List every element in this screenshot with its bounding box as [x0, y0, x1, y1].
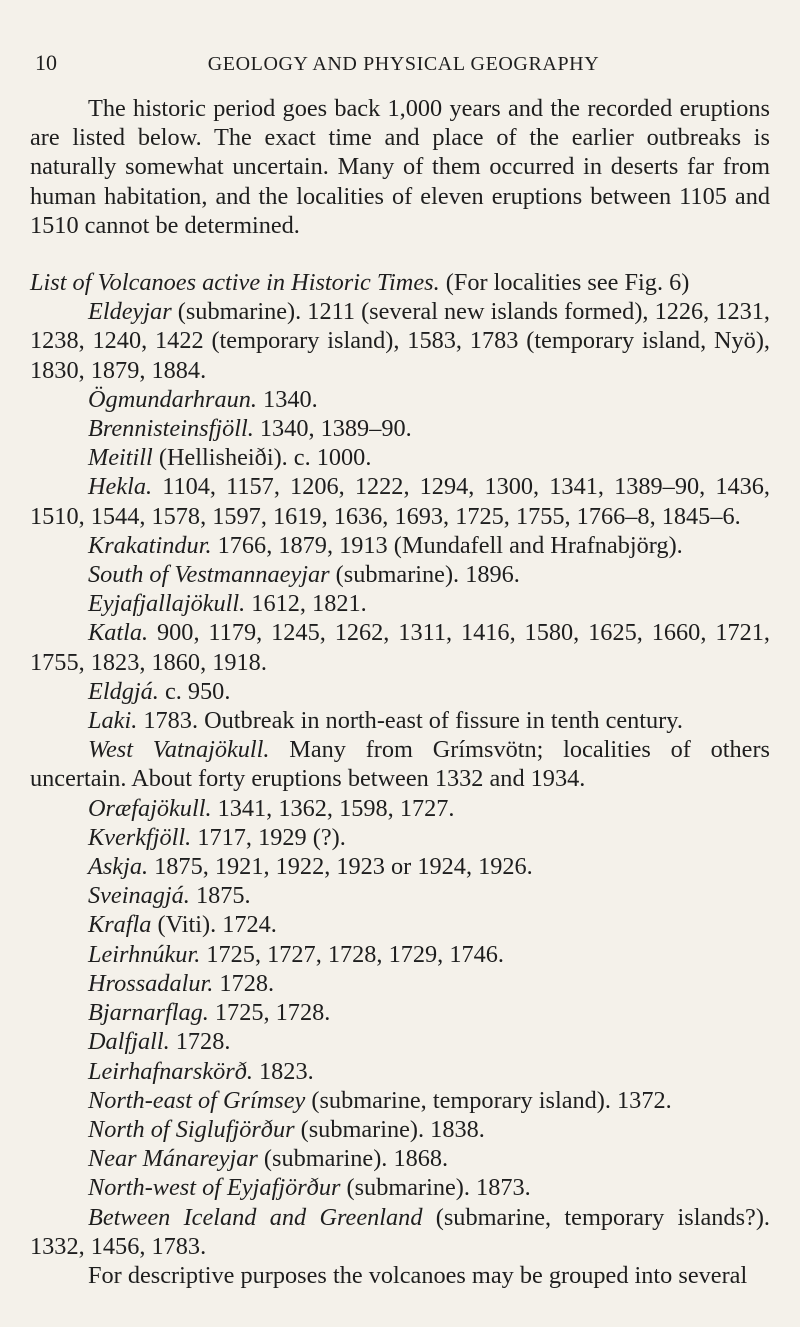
volcano-entry — [30, 881, 770, 910]
section-gap — [30, 240, 770, 268]
volcano-name: Eyjafjallajökull. — [88, 590, 246, 618]
volcano-entry — [30, 998, 770, 1027]
page-number: 10 — [35, 50, 57, 75]
volcano-name: South of Vestmannaeyjar — [88, 561, 330, 589]
volcano-entry — [30, 1115, 770, 1144]
volcano-name: Leirhafnarskörð. — [88, 1057, 253, 1085]
volcano-name: Hekla. — [88, 473, 153, 501]
volcano-eruptions: c. 950. — [158, 677, 231, 705]
volcano-eruptions: (submarine). 1211 (several new islands formed), 1226, 1231, 1238, 1240, 1422 (temporary island), 1583, 1783 (temporary island, Nyö), 1830, 1879, 1884. — [30, 298, 770, 384]
volcano-eruptions: (submarine, temporary islands?). 1332, 1456, 1783. — [30, 1203, 770, 1260]
volcano-eruptions: (Viti). 1724. — [151, 911, 277, 939]
volcano-name: Ögmundarhraun. — [88, 385, 257, 413]
page-header — [30, 50, 770, 76]
volcano-name: Sveinagjá. — [88, 882, 190, 910]
volcano-eruptions: 1104, 1157, 1206, 1222, 1294, 1300, 1341, 1389–90, 1436, 1510, 1544, 1578, 1597, 1619, 1636, 1693, 1725, 1755, 1766–8, 1845–6. — [30, 473, 770, 530]
volcano-eruptions: 1340. — [256, 385, 318, 413]
list-heading-note: (For localities see Fig. 6) — [439, 269, 690, 297]
volcano-eruptions: (Hellisheiði). c. 1000. — [152, 444, 372, 472]
volcano-eruptions: 1766, 1879, 1913 (Mundafell and Hrafnabjörg). — [211, 531, 683, 559]
list-heading-title: List of Volcanoes active in Historic Times. — [30, 269, 440, 297]
volcano-eruptions: (submarine). 1873. — [340, 1174, 531, 1202]
volcano-eruptions: (submarine). 1868. — [257, 1145, 449, 1173]
list-heading — [30, 268, 770, 297]
volcano-entry — [30, 677, 770, 706]
volcano-eruptions: (submarine). 1896. — [329, 561, 520, 589]
volcano-eruptions: (submarine). 1838. — [294, 1115, 485, 1143]
volcano-entry — [30, 472, 770, 530]
volcano-name: North-west of Eyjafjörður — [88, 1174, 341, 1202]
intro-paragraph: The historic period goes back 1,000 years and the recorded eruptions are listed below. The exact time and place of the earlier outbreaks is naturally somewhat uncertain. Many of them occurred in deserts far from human habitation, and the localities of eleven eruptions between 1105 and 1510 cannot be determined. — [30, 95, 770, 239]
volcano-entry — [30, 297, 770, 385]
volcano-entry — [30, 794, 770, 823]
volcano-name: North of Siglufjörður — [88, 1115, 295, 1143]
volcano-eruptions: 1875, 1921, 1922, 1923 or 1924, 1926. — [148, 853, 533, 881]
volcano-name: Krafla — [88, 911, 152, 939]
volcano-entry — [30, 852, 770, 881]
volcano-eruptions: 1823. — [252, 1057, 314, 1085]
volcano-name: Askja. — [88, 853, 149, 881]
volcano-name: Katla. — [88, 619, 149, 647]
volcano-entry — [30, 1057, 770, 1086]
volcano-name: Between Iceland and Greenland — [88, 1203, 423, 1231]
volcano-name: Hrossadalur. — [88, 969, 214, 997]
volcano-entry — [30, 1027, 770, 1056]
volcano-eruptions: 1728. — [169, 1028, 231, 1056]
volcano-name: North-east of Grímsey — [88, 1086, 306, 1114]
volcano-eruptions: 1612, 1821. — [245, 590, 367, 618]
volcano-eruptions: 1340, 1389–90. — [253, 415, 412, 443]
volcano-entry — [30, 823, 770, 852]
volcano-entry — [30, 385, 770, 414]
volcano-entry — [30, 589, 770, 618]
volcano-eruptions: Many from Grímsvötn; localities of others uncertain. About forty eruptions between 1332 and 1934. — [30, 736, 771, 793]
volcano-name: West Vatnajökull. — [88, 736, 270, 764]
closing-paragraph: For descriptive purposes the volcanoes may be grouped into several — [88, 1261, 748, 1289]
volcano-eruptions: 1783. Outbreak in north-east of fissure in tenth century. — [137, 707, 683, 735]
volcano-entry — [30, 531, 770, 560]
volcano-eruptions: 1875. — [189, 882, 251, 910]
volcano-entry — [30, 735, 770, 793]
volcano-eruptions: 1341, 1362, 1598, 1727. — [211, 794, 455, 822]
volcano-eruptions: 900, 1179, 1245, 1262, 1311, 1416, 1580, 1625, 1660, 1721, 1755, 1823, 1860, 1918. — [30, 619, 770, 676]
volcano-entry — [30, 706, 770, 735]
volcano-entry — [30, 940, 770, 969]
volcano-eruptions: (submarine, temporary island). 1372. — [305, 1086, 672, 1114]
volcano-eruptions: 1717, 1929 (?). — [191, 823, 346, 851]
volcano-name: Dalfjall. — [88, 1028, 170, 1056]
volcano-list — [30, 297, 770, 1261]
running-title: GEOLOGY AND PHYSICAL GEOGRAPHY — [207, 53, 600, 75]
volcano-name: Krakatindur. — [88, 531, 212, 559]
volcano-entry — [30, 560, 770, 589]
volcano-eruptions: 1725, 1727, 1728, 1729, 1746. — [200, 940, 504, 968]
volcano-entry — [30, 910, 770, 939]
volcano-name: Eldeyjar — [88, 298, 172, 326]
volcano-name: Near Mánareyjar — [88, 1145, 258, 1173]
volcano-name: Laki. — [88, 707, 138, 735]
volcano-entry — [30, 443, 770, 472]
volcano-name: Oræfajökull. — [88, 794, 212, 822]
volcano-entry — [30, 1144, 770, 1173]
volcano-eruptions: 1725, 1728. — [208, 999, 331, 1027]
volcano-name: Leirhnúkur. — [88, 940, 201, 968]
volcano-name: Brennisteinsfjöll. — [88, 415, 254, 443]
volcano-name: Meitill — [88, 444, 153, 472]
volcano-entry — [30, 414, 770, 443]
volcano-entry — [30, 618, 770, 676]
volcano-entry — [30, 1203, 770, 1261]
volcano-entry — [30, 1086, 770, 1115]
volcano-eruptions: 1728. — [213, 969, 275, 997]
volcano-name: Eldgjá. — [88, 677, 159, 705]
volcano-entry — [30, 969, 770, 998]
volcano-name: Kverkfjöll. — [88, 823, 192, 851]
volcano-name: Bjarnarflag. — [88, 999, 209, 1027]
volcano-entry — [30, 1173, 770, 1202]
